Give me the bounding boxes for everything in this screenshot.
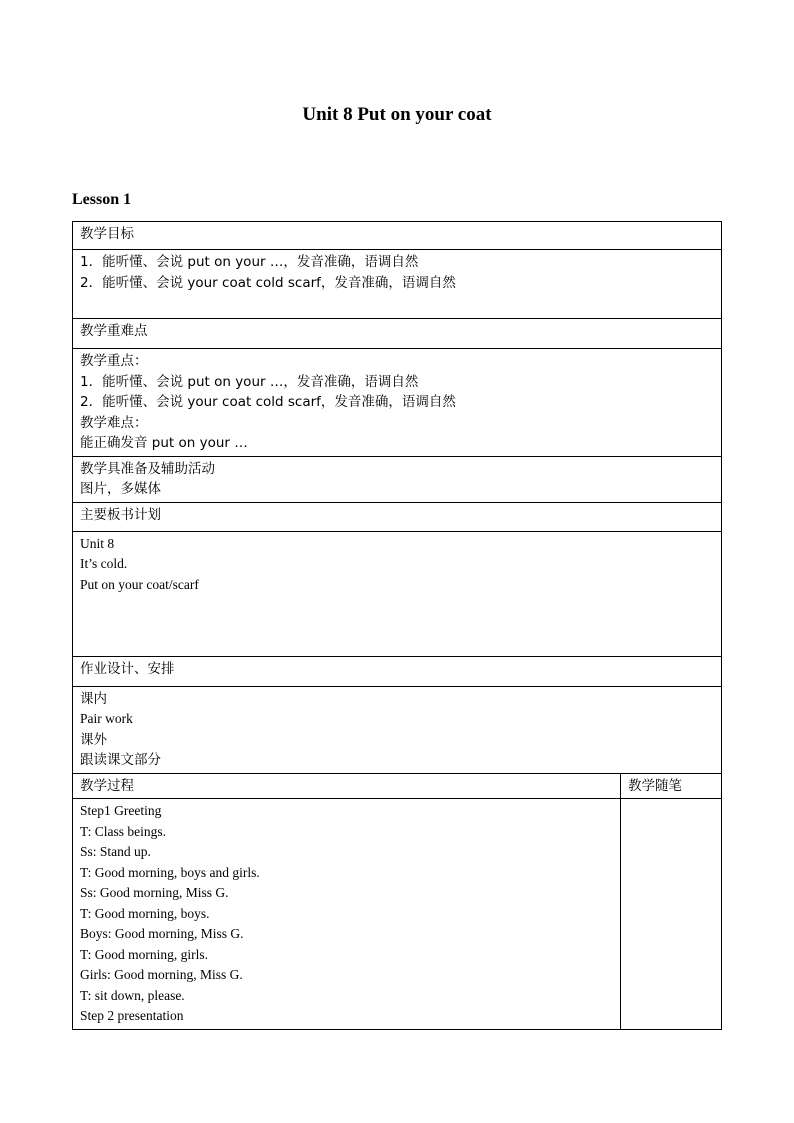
homework-line-2: Pair work xyxy=(80,711,133,726)
process-line-4: T: Good morning, boys and girls. xyxy=(80,864,260,880)
objectives-header-row xyxy=(73,222,722,250)
document-title: Unit 8 Put on your coat xyxy=(302,104,492,125)
key-points-content-row xyxy=(73,349,722,457)
board-plan-line-3: Put on your coat/scarf xyxy=(80,576,199,592)
homework-line-3: 课外 xyxy=(80,731,107,748)
process-line-9: Girls: Good morning, Miss G. xyxy=(80,967,243,982)
key-points-line-1: 教学重点： xyxy=(80,353,148,369)
key-points-line-3: 2．能听懂、会说 your coat cold scarf，发音准确，语调自然 xyxy=(80,394,456,410)
process-line-3: Ss: Stand up. xyxy=(80,844,151,859)
board-plan-line-2: It’s cold. xyxy=(80,556,128,571)
lesson-heading: Lesson 1 xyxy=(72,191,132,208)
homework-header-row xyxy=(73,656,722,686)
process-line-1: Step1 Greeting xyxy=(80,803,162,818)
process-content-row xyxy=(73,799,722,1030)
process-line-10: T: sit down, please. xyxy=(80,987,185,1003)
homework-content-row xyxy=(73,686,722,773)
notes-heading: 教学随笔 xyxy=(621,773,722,799)
process-line-6: T: Good morning, boys. xyxy=(80,905,210,921)
process-header-row xyxy=(73,773,722,799)
materials-row xyxy=(73,456,722,502)
process-content xyxy=(73,799,621,1030)
process-line-2: T: Class beings. xyxy=(80,823,166,839)
objectives-content-row xyxy=(73,250,722,319)
key-points-line-2: 1．能听懂、会说 put on your …，发音准确，语调自然 xyxy=(80,373,419,390)
objectives-line-2: 2．能听懂、会说 your coat cold scarf，发音准确，语调自然 xyxy=(80,274,456,291)
key-points-heading: 教学重难点 xyxy=(73,319,722,349)
board-plan-line-1: Unit 8 xyxy=(80,535,115,551)
materials-heading: 教学具准备及辅助活动 xyxy=(80,460,215,477)
process-line-7: Boys: Good morning, Miss G. xyxy=(80,926,244,941)
homework-line-4: 跟读课文部分 xyxy=(80,752,161,768)
process-heading: 教学过程 xyxy=(73,773,621,799)
board-plan-heading: 主要板书计划 xyxy=(73,502,722,531)
process-line-5: Ss: Good morning, Miss G. xyxy=(80,885,229,900)
board-plan-header-row xyxy=(73,502,722,531)
materials-line-1: 图片，多媒体 xyxy=(80,481,161,497)
key-points-header-row xyxy=(73,319,722,349)
objectives-content xyxy=(73,250,722,319)
notes-content xyxy=(621,799,722,1030)
objectives-heading: 教学目标 xyxy=(73,222,722,250)
materials-cell xyxy=(73,456,722,502)
lesson-plan-table xyxy=(72,221,722,1030)
board-plan-content-row xyxy=(73,531,722,656)
key-points-content xyxy=(73,349,722,457)
key-points-line-4: 教学难点： xyxy=(80,414,148,431)
homework-line-1: 课内 xyxy=(80,690,107,707)
objectives-line-1: 1．能听懂、会说 put on your …，发音准确，语调自然 xyxy=(80,254,419,270)
key-points-line-5: 能正确发音 put on your … xyxy=(80,435,248,451)
homework-heading: 作业设计、安排 xyxy=(73,656,722,686)
process-line-8: T: Good morning, girls. xyxy=(80,946,208,962)
homework-content xyxy=(73,686,722,773)
board-plan-content xyxy=(73,531,722,656)
process-line-11: Step 2 presentation xyxy=(80,1008,184,1023)
